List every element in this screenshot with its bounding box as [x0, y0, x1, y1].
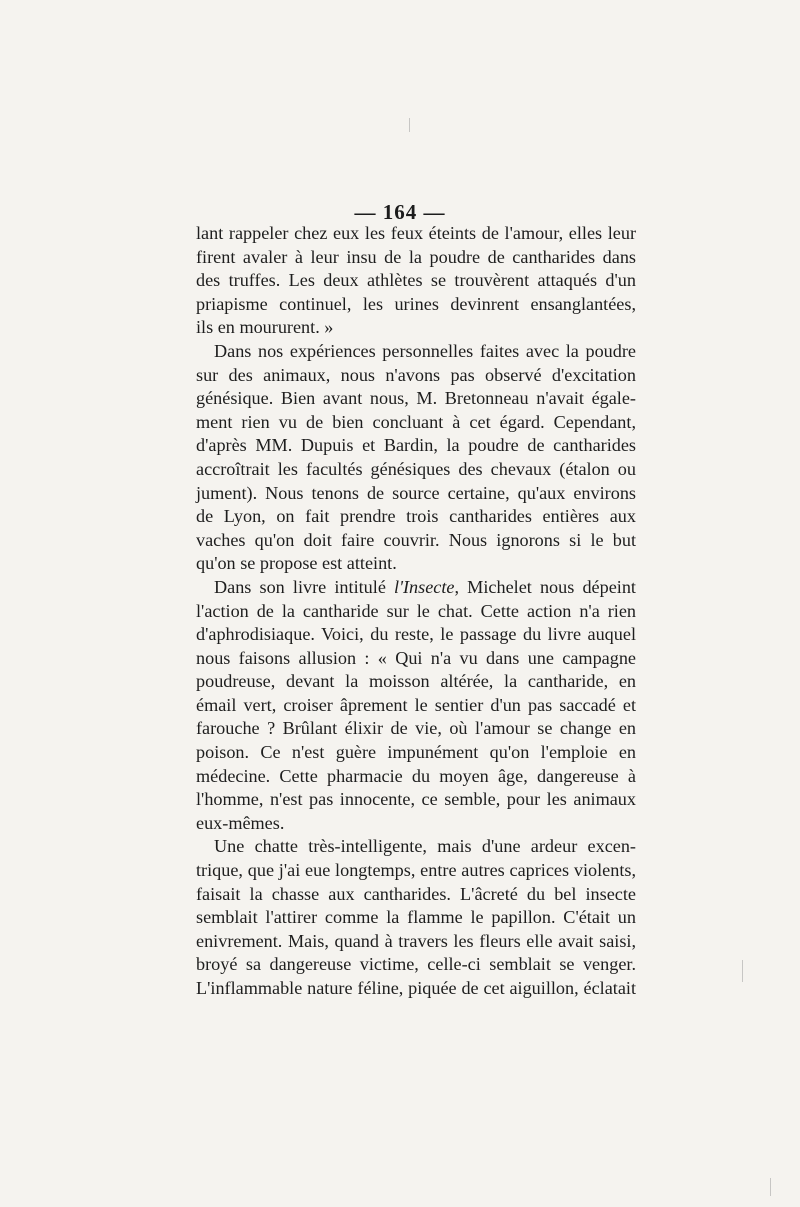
text-line: firent avaler à leur insu de la poudre de cantharides dans	[196, 246, 636, 267]
text-line: enivrement. Mais, quand à travers les fleurs elle avait saisi,	[196, 930, 636, 951]
paper-speck	[770, 1178, 771, 1196]
text-line-part: , Michelet nous dépeint	[454, 576, 636, 597]
text-line: lant rappeler chez eux les feux éteints de l'amour, elles leur	[196, 223, 636, 243]
text-line: des truffes. Les deux athlètes se trouvèrent attaqués d'un	[196, 270, 636, 291]
text-line: sur des animaux, nous n'avons pas observé d'excitation	[196, 364, 636, 385]
text-line: trique, que j'ai eue longtemps, entre autres caprices violents,	[196, 860, 636, 881]
text-line: Dans nos expériences personnelles faites avec la poudre	[214, 340, 636, 361]
text-line: jument). Nous tenons de source certaine, qu'aux environs	[196, 482, 636, 503]
text-line: faisait la chasse aux cantharides. L'âcreté du bel insecte	[196, 883, 636, 904]
text-line	[196, 576, 636, 600]
text-line: qu'on se propose est atteint.	[196, 553, 397, 574]
text-line: semblait l'attirer comme la flamme le papillon. C'était un	[196, 907, 636, 928]
page-number: — 164 —	[354, 200, 446, 224]
text-line-part: Dans son livre intitulé	[214, 576, 395, 597]
book-title: l'Insecte	[394, 576, 455, 597]
text-line: émail vert, croiser âprement le sentier d'un pas saccadé et	[196, 694, 636, 715]
text-line: eux-mêmes.	[196, 812, 285, 833]
text-line: accroîtrait les facultés génésiques des chevaux (étalon ou	[196, 458, 636, 479]
text-line: L'inflammable nature féline, piquée de cet aiguillon, éclatait	[196, 978, 636, 998]
text-line: vaches qu'on doit faire couvrir. Nous ignorons si le but	[196, 529, 636, 550]
text-line: d'après MM. Dupuis et Bardin, la poudre de cantharides	[196, 435, 636, 456]
text-line: ment rien vu de bien concluant à cet égard. Cependant,	[196, 411, 636, 432]
text-line: poudreuse, devant la moisson altérée, la cantharide, en	[196, 671, 636, 692]
text-line: priapisme continuel, les urines devinrent ensanglantées,	[196, 293, 636, 314]
text-line: génésique. Bien avant nous, M. Bretonneau n'avait égale-	[196, 388, 636, 409]
text-line: poison. Ce n'est guère impunément qu'on l'emploie en	[196, 742, 636, 763]
text-line: Une chatte très-intelligente, mais d'une ardeur excen-	[214, 836, 636, 857]
text-line: nous faisons allusion : « Qui n'a vu dans une campagne	[196, 647, 636, 668]
text-line: médecine. Cette pharmacie du moyen âge, dangereuse à	[196, 765, 636, 786]
text-line: de Lyon, on fait prendre trois cantharides entières aux	[196, 506, 636, 527]
paper-speck	[409, 118, 410, 132]
text-line: d'aphrodisiaque. Voici, du reste, le passage du livre auquel	[196, 624, 636, 645]
text-line: farouche ? Brûlant élixir de vie, où l'amour se change en	[196, 718, 636, 739]
text-line: broyé sa dangereuse victime, celle-ci semblait se venger.	[196, 954, 636, 975]
text-line: ils en moururent. »	[196, 317, 334, 338]
body-text	[196, 222, 636, 1001]
paper-speck	[742, 960, 743, 982]
text-line: l'action de la cantharide sur le chat. Cette action n'a rien	[196, 600, 636, 621]
text-line: l'homme, n'est pas innocente, ce semble, pour les animaux	[196, 789, 636, 810]
